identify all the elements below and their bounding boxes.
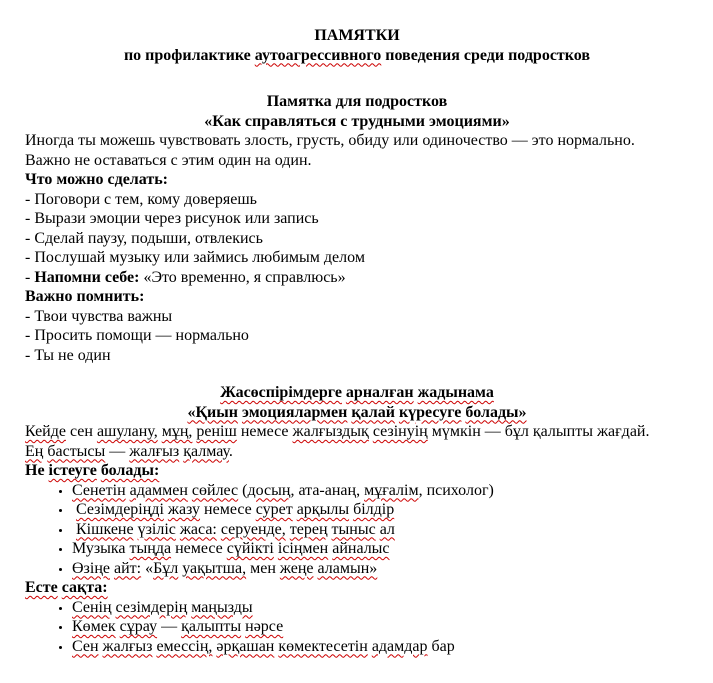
misspelled-text-run: Сенетін: [72, 481, 126, 499]
ru-action-item: - Сделай паузу, подыши, отвлекись: [25, 229, 263, 247]
misspelled-text-run: Есте: [25, 579, 58, 596]
doc-subtitle: [25, 46, 689, 66]
misspelled-text-run: көмектесетін: [278, 637, 368, 655]
misspelled-text-run: аламын»: [317, 559, 378, 577]
text-run: , ата-анаң,: [290, 481, 365, 499]
misspelled-text-run: Сенің: [72, 598, 112, 616]
misspelled-text-run: жадынама: [417, 384, 494, 401]
misspelled-text-run: болады:: [100, 462, 160, 479]
misspelled-text-run: күресуге: [398, 403, 462, 421]
misspelled-text-run: адамдар: [371, 637, 428, 655]
kz-do-item: [72, 559, 689, 579]
kz-do-label: [25, 461, 689, 481]
ru-action-item: - Поговори с тем, кому доверяешь: [25, 190, 257, 208]
misspelled-text-run: ашулану,: [96, 423, 158, 440]
misspelled-text-run: әрқашан: [216, 637, 275, 655]
kz-memo-heading: [25, 383, 689, 403]
misspelled-text-run: Сезімдеріңді: [76, 501, 164, 518]
text-run: —: [157, 618, 182, 635]
ru-action-item: - Послушай музыку или займись любимым делом: [25, 249, 365, 266]
misspelled-text-run: сұрау: [119, 618, 158, 635]
misspelled-text-run: жеңе: [279, 559, 314, 577]
kz-do-list: [25, 481, 689, 579]
misspelled-text-run: тыныс: [331, 520, 376, 538]
misspelled-text-run: үзіліс: [137, 520, 176, 538]
ru-remember-item: - Просить помощи — нормально: [25, 327, 249, 344]
misspelled-text-run: уақытша,: [182, 559, 247, 577]
text-run: .: [228, 442, 233, 460]
text-run: мен: [246, 559, 280, 577]
misspelled-text-run: адаммен: [129, 481, 188, 499]
text-run: немесе: [171, 540, 227, 557]
misspelled-text-run: білдір: [353, 501, 395, 518]
misspelled-text-run: болады»: [465, 403, 527, 421]
misspelled-text-run: емессің,: [156, 637, 213, 655]
section-gap: [25, 365, 689, 383]
ru-remember-item: - Твои чувства важны: [25, 307, 173, 325]
misspelled-text-run: қалай: [351, 403, 395, 421]
ru-intro-line-2: Важно не оставаться с этим один на один.: [25, 151, 312, 169]
misspelled-text-run: сөйлес: [191, 481, 239, 499]
text-run: , психолог): [418, 481, 494, 499]
misspelled-text-run: «Қиын: [187, 403, 238, 421]
misspelled-text-run: мұң,: [161, 423, 193, 440]
misspelled-text-run: Кейде: [25, 423, 66, 440]
misspelled-text-run: мұғалім: [364, 481, 419, 499]
section-gap: [25, 65, 689, 92]
misspelled-text-run: арқылы: [296, 501, 350, 518]
misspelled-text-run: сезінуің: [372, 423, 428, 440]
kz-remember-item: [72, 637, 689, 657]
kz-do-item: [72, 520, 689, 540]
text-run: Напомни себе:: [34, 268, 140, 286]
kz-do-item: [72, 481, 689, 501]
misspelled-text-run: Сен: [72, 637, 99, 655]
misspelled-text-run: жалғыз: [129, 442, 180, 460]
misspelled-text-run: жалғыздық: [292, 423, 369, 440]
misspelled-text-run: қалыпты: [181, 618, 242, 635]
kz-do-item: [72, 539, 689, 559]
text-run: (: [238, 481, 248, 499]
misspelled-text-run: аутоагрессивного: [254, 46, 382, 64]
misspelled-text-run: Көмек: [72, 618, 116, 635]
misspelled-text-run: сезімдерің: [115, 598, 188, 616]
ru-actions-label: Что можно сделать:: [25, 171, 169, 188]
misspelled-text-run: Ең: [25, 442, 44, 460]
misspelled-text-run: сүйікті: [226, 540, 274, 557]
misspelled-text-run: арналған: [345, 384, 414, 401]
misspelled-text-run: досың: [247, 481, 291, 499]
doc-title: ПАМЯТКИ: [314, 27, 400, 44]
misspelled-text-run: Кішкене: [76, 520, 134, 538]
text-run: мүмкін — бұл қалыпты жағдай.: [427, 423, 650, 440]
misspelled-text-run: эмоциялармен: [241, 403, 348, 421]
misspelled-text-run: сақта:: [61, 579, 108, 596]
misspelled-text-run: Өзіңе: [72, 559, 110, 577]
misspelled-text-run: Бұл: [153, 559, 179, 577]
misspelled-text-run: ал: [379, 520, 395, 538]
misspelled-text-run: бастысы: [47, 442, 106, 460]
misspelled-text-run: айналыс: [332, 540, 390, 557]
ru-memo-heading: Памятка для подростков: [266, 93, 448, 110]
misspelled-text-run: терең: [289, 520, 328, 538]
kz-remember-list: [25, 598, 689, 657]
misspelled-text-run: ісіңмен: [277, 540, 329, 557]
misspelled-text-run: сурет: [255, 501, 293, 518]
misspelled-text-run: серуенде,: [220, 520, 286, 538]
text-run: сен: [65, 423, 97, 440]
text-run: немесе: [236, 423, 293, 440]
text-run: -: [25, 268, 35, 286]
text-run: немесе: [200, 501, 256, 518]
text-run: бар: [427, 637, 455, 655]
misspelled-text-run: жалғыз: [102, 637, 153, 655]
misspelled-text-run: реніш: [196, 423, 237, 440]
text-run: «Это временно, я справлюсь»: [139, 268, 346, 286]
text-run: Не: [25, 462, 49, 479]
text-run: —: [105, 442, 130, 460]
text-run: по профилактике: [123, 46, 255, 64]
misspelled-text-run: жазу: [167, 501, 201, 518]
misspelled-text-run: жаса:: [179, 520, 217, 538]
kz-memo-subheading: [25, 403, 689, 423]
misspelled-text-run: тыңда: [129, 540, 172, 557]
ru-remember-item: - Ты не один: [25, 346, 111, 364]
text-run: поведения среди подростков: [381, 46, 591, 64]
kz-remember-item: [72, 617, 689, 637]
ru-remind-item: [25, 268, 689, 288]
kz-do-item: [72, 500, 689, 520]
ru-remember-label: Важно помнить:: [25, 288, 145, 305]
text-run: Музыка: [72, 540, 130, 557]
kz-intro-line-2: [25, 442, 689, 462]
misspelled-text-run: қалмау: [183, 442, 229, 460]
ru-memo-subheading: «Как справляться с трудными эмоциями»: [204, 112, 510, 130]
ru-intro-line-1: Иногда ты можешь чувствовать злость, грусть, обиду или одиночество — это нормально.: [25, 132, 635, 149]
ru-action-item: - Вырази эмоции через рисунок или запись: [25, 210, 319, 227]
kz-remember-item: [72, 598, 689, 618]
text-run: «: [141, 559, 154, 577]
misspelled-text-run: айт:: [113, 559, 142, 577]
misspelled-text-run: нәрсе: [245, 618, 284, 635]
kz-intro-line-1: [25, 422, 689, 442]
misspelled-text-run: маңызды: [191, 598, 253, 616]
kz-remember-label: [25, 578, 689, 598]
misspelled-text-run: Жасөспірімдерге: [220, 384, 342, 401]
misspelled-text-run: істеуге: [48, 462, 97, 479]
